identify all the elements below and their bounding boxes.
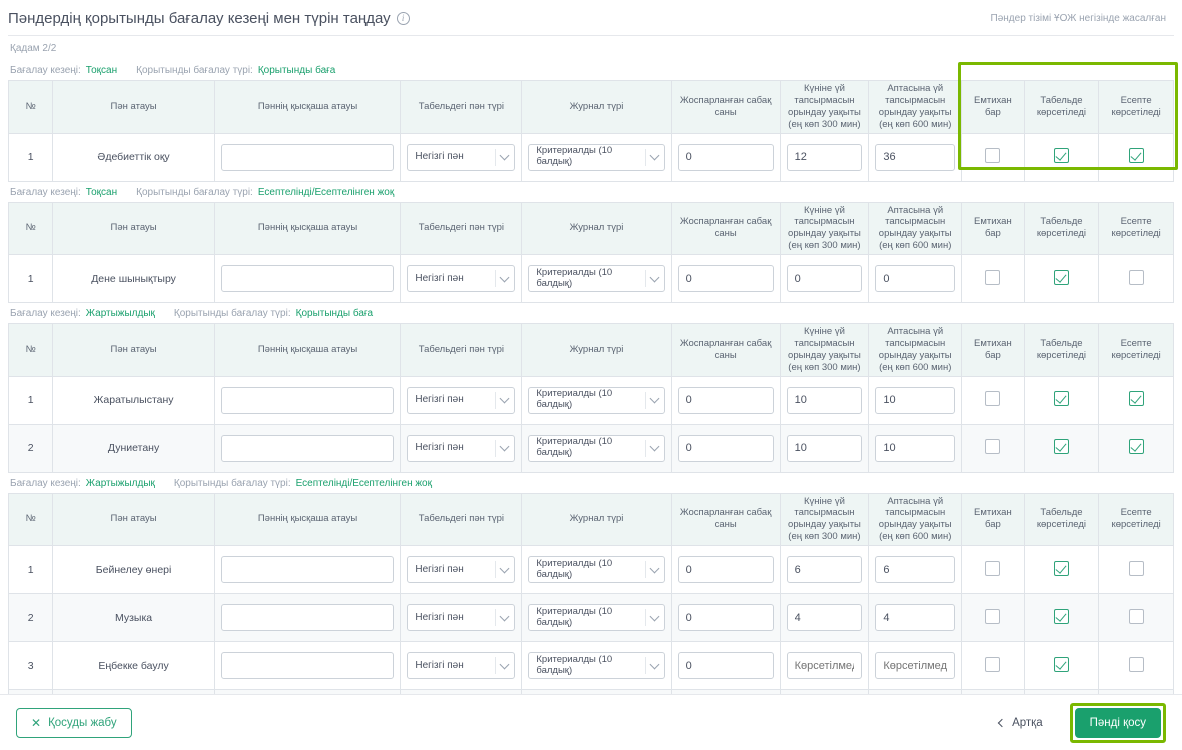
cell-exam	[962, 594, 1025, 642]
cell-shown-in-report	[1099, 546, 1174, 594]
cell-short-name	[214, 594, 401, 642]
cell-tab-type	[401, 255, 522, 303]
tab-type-select[interactable]	[407, 604, 515, 631]
col-header-shown-in-report: Есепте көрсетіледі	[1099, 324, 1174, 377]
weekly-homework-input[interactable]	[875, 604, 955, 631]
col-header-weekly-homework: Аптасына үй тапсырмасын орындау уақыты (ең көп 600 мин)	[869, 493, 962, 546]
group-final-type-label: Қорытынды бағалау түрі:	[173, 308, 291, 319]
shown-in-tab-checkbox[interactable]	[1054, 561, 1069, 576]
cell-row-number: 1	[9, 255, 53, 303]
page-title-text: Пәндердің қорытынды бағалау кезеңі мен түрін таңдау	[8, 10, 391, 27]
col-header-exam: Емтихан бар	[962, 324, 1025, 377]
col-header-shown-in-report: Есепте көрсетіледі	[1099, 81, 1174, 134]
shown-in-report-checkbox[interactable]	[1129, 391, 1144, 406]
col-header-subject: Пән атауы	[53, 202, 214, 255]
cell-tab-type	[401, 546, 522, 594]
col-header-journal-type: Журнал түрі	[522, 81, 671, 134]
cell-daily-homework	[780, 255, 869, 303]
chevron-down-icon	[649, 611, 659, 621]
cell-subject-name: Дуниетану	[53, 424, 214, 472]
daily-homework-input[interactable]	[787, 144, 863, 171]
cell-shown-in-tab	[1024, 255, 1099, 303]
add-subject-button[interactable]	[1075, 708, 1161, 738]
subject-table	[8, 80, 1174, 182]
group-heading	[0, 303, 1182, 323]
journal-type-select[interactable]	[528, 144, 664, 171]
journal-type-select[interactable]	[528, 652, 664, 679]
col-header-daily-homework: Күніне үй тапсырмасын орындау уақыты (ең көп 300 мин)	[780, 493, 869, 546]
col-header-exam: Емтихан бар	[962, 81, 1025, 134]
page-title	[8, 10, 410, 27]
tab-type-select-value: Негізгі пән	[415, 272, 464, 284]
cell-short-name	[214, 642, 401, 690]
cell-row-number: 1	[9, 376, 53, 424]
select-divider	[645, 149, 646, 166]
chevron-down-icon	[500, 442, 510, 452]
cell-subject-name: Музыка	[53, 594, 214, 642]
chevron-down-icon	[649, 659, 659, 669]
cell-daily-homework	[780, 376, 869, 424]
cell-daily-homework	[780, 594, 869, 642]
subject-table	[8, 202, 1174, 304]
table-header-row	[9, 81, 1174, 134]
exam-checkbox[interactable]	[985, 609, 1000, 624]
cell-journal-type	[522, 546, 671, 594]
cell-shown-in-tab	[1024, 546, 1099, 594]
shown-in-report-checkbox[interactable]	[1129, 561, 1144, 576]
footer-bar	[0, 694, 1182, 750]
planned-lessons-input[interactable]	[678, 387, 774, 414]
short-name-input[interactable]	[221, 604, 395, 631]
group-period-label: Бағалау кезеңі:	[10, 477, 81, 489]
cell-shown-in-report	[1099, 642, 1174, 690]
weekly-homework-input[interactable]	[875, 435, 955, 462]
col-header-planned-lessons: Жоспарланған сабақ саны	[671, 81, 780, 134]
short-name-input[interactable]	[221, 556, 395, 583]
col-header-shown-in-tab: Табельде көрсетіледі	[1024, 324, 1099, 377]
chevron-down-icon	[649, 442, 659, 452]
subject-table-wrapper	[0, 323, 1182, 473]
cell-shown-in-report	[1099, 255, 1174, 303]
col-header-weekly-homework: Аптасына үй тапсырмасын орындау уақыты (ең көп 600 мин)	[869, 81, 962, 134]
group-period-value: Жартыжылдық	[85, 477, 155, 489]
table-row	[9, 424, 1174, 472]
group-heading	[0, 473, 1182, 493]
cell-daily-homework	[780, 424, 869, 472]
col-header-journal-type: Журнал түрі	[522, 202, 671, 255]
col-header-short-name: Пәннің қысқаша атауы	[214, 493, 401, 546]
cell-exam	[962, 133, 1025, 181]
col-header-planned-lessons: Жоспарланған сабақ саны	[671, 202, 780, 255]
table-header-row	[9, 324, 1174, 377]
select-divider	[495, 440, 496, 457]
cell-shown-in-tab	[1024, 424, 1099, 472]
cell-shown-in-report	[1099, 424, 1174, 472]
cell-short-name	[214, 376, 401, 424]
col-header-planned-lessons: Жоспарланған сабақ саны	[671, 324, 780, 377]
cell-short-name	[214, 255, 401, 303]
col-header-tab-type: Табельдегі пән түрі	[401, 202, 522, 255]
back-label: Артқа	[1012, 716, 1043, 729]
shown-in-tab-checkbox[interactable]	[1054, 148, 1069, 163]
cell-exam	[962, 546, 1025, 594]
chevron-left-icon	[998, 718, 1006, 726]
group-final-type-value: Қорытынды баға	[257, 65, 336, 76]
select-divider	[645, 561, 646, 578]
shown-in-report-checkbox[interactable]	[1129, 609, 1144, 624]
select-divider	[645, 657, 646, 674]
shown-in-tab-checkbox[interactable]	[1054, 439, 1069, 454]
short-name-input[interactable]	[221, 435, 395, 462]
cell-daily-homework	[780, 133, 869, 181]
cell-planned-lessons	[671, 133, 780, 181]
journal-type-select-value: Критериалды (10 балдық)	[536, 653, 613, 676]
select-divider	[495, 270, 496, 287]
cell-daily-homework	[780, 642, 869, 690]
planned-lessons-input[interactable]	[678, 604, 774, 631]
group-period-value: Тоқсан	[85, 186, 118, 198]
add-subject-highlight	[1070, 703, 1166, 743]
add-subject-label: Пәнді қосу	[1089, 716, 1146, 729]
tab-type-select-value: Негізгі пән	[415, 659, 464, 671]
journal-type-select[interactable]	[528, 604, 664, 631]
col-header-subject: Пән атауы	[53, 81, 214, 134]
col-header-shown-in-report: Есепте көрсетіледі	[1099, 202, 1174, 255]
cell-journal-type	[522, 642, 671, 690]
cell-subject-name: Әдебиеттік оқу	[53, 133, 214, 181]
cell-short-name	[214, 546, 401, 594]
cell-journal-type	[522, 255, 671, 303]
planned-lessons-input[interactable]	[678, 435, 774, 462]
col-header-tab-type: Табельдегі пән түрі	[401, 493, 522, 546]
col-header-planned-lessons: Жоспарланған сабақ саны	[671, 493, 780, 546]
page-header	[0, 0, 1182, 35]
tab-type-select-value: Негізгі пән	[415, 442, 464, 454]
select-divider	[645, 609, 646, 626]
shown-in-tab-checkbox[interactable]	[1054, 270, 1069, 285]
cell-tab-type	[401, 594, 522, 642]
table-row	[9, 546, 1174, 594]
select-divider	[645, 270, 646, 287]
journal-type-select-value: Критериалды (10 балдық)	[536, 557, 613, 580]
cell-planned-lessons	[671, 424, 780, 472]
group-period-label: Бағалау кезеңі:	[10, 186, 81, 198]
cell-weekly-homework	[869, 546, 962, 594]
cell-planned-lessons	[671, 594, 780, 642]
cell-subject-name: Жаратылыстану	[53, 376, 214, 424]
cell-tab-type	[401, 376, 522, 424]
tab-type-select[interactable]	[407, 144, 515, 171]
cell-exam	[962, 255, 1025, 303]
cell-shown-in-tab	[1024, 594, 1099, 642]
tab-type-select-value: Негізгі пән	[415, 394, 464, 406]
cell-shown-in-tab	[1024, 642, 1099, 690]
weekly-homework-input[interactable]	[875, 265, 955, 292]
shown-in-tab-checkbox[interactable]	[1054, 657, 1069, 672]
tab-type-select-value: Негізгі пән	[415, 611, 464, 623]
exam-checkbox[interactable]	[985, 270, 1000, 285]
info-icon[interactable]: i	[397, 12, 410, 25]
weekly-homework-input[interactable]	[875, 387, 955, 414]
chevron-down-icon	[500, 563, 510, 573]
chevron-down-icon	[649, 151, 659, 161]
group-heading	[0, 182, 1182, 202]
planned-lessons-input[interactable]	[678, 556, 774, 583]
chevron-down-icon	[500, 611, 510, 621]
daily-homework-input[interactable]	[787, 435, 863, 462]
journal-type-select-value: Критериалды (10 балдық)	[536, 266, 613, 289]
back-button[interactable]	[984, 708, 1058, 738]
cell-shown-in-tab	[1024, 133, 1099, 181]
col-header-short-name: Пәннің қысқаша атауы	[214, 81, 401, 134]
cell-planned-lessons	[671, 376, 780, 424]
col-header-tab-type: Табельдегі пән түрі	[401, 81, 522, 134]
short-name-input[interactable]	[221, 265, 395, 292]
table-row	[9, 594, 1174, 642]
select-divider	[495, 392, 496, 409]
cell-journal-type	[522, 376, 671, 424]
select-divider	[495, 657, 496, 674]
chevron-down-icon	[649, 394, 659, 404]
close-addition-button[interactable]	[16, 708, 132, 738]
weekly-homework-input[interactable]	[875, 556, 955, 583]
daily-homework-input[interactable]	[787, 556, 863, 583]
journal-type-select[interactable]	[528, 387, 664, 414]
subject-table	[8, 323, 1174, 473]
subject-table-wrapper	[0, 202, 1182, 304]
cell-shown-in-tab	[1024, 376, 1099, 424]
planned-lessons-input[interactable]	[678, 144, 774, 171]
col-header-daily-homework: Күніне үй тапсырмасын орындау уақыты (ең көп 300 мин)	[780, 202, 869, 255]
chevron-down-icon	[649, 563, 659, 573]
exam-checkbox[interactable]	[985, 391, 1000, 406]
subject-groups	[0, 60, 1182, 738]
shown-in-report-checkbox[interactable]	[1129, 148, 1144, 163]
step-label: Қадам 2/2	[10, 43, 57, 54]
col-header-tab-type: Табельдегі пән түрі	[401, 324, 522, 377]
select-divider	[645, 440, 646, 457]
select-divider	[495, 149, 496, 166]
cell-journal-type	[522, 424, 671, 472]
col-header-num: №	[9, 81, 53, 134]
col-header-exam: Емтихан бар	[962, 493, 1025, 546]
chevron-down-icon	[500, 272, 510, 282]
col-header-short-name: Пәннің қысқаша атауы	[214, 202, 401, 255]
short-name-input[interactable]	[221, 387, 395, 414]
cell-row-number: 2	[9, 424, 53, 472]
select-divider	[495, 561, 496, 578]
group-period-label: Бағалау кезеңі:	[10, 65, 81, 76]
tab-type-select[interactable]	[407, 435, 515, 462]
exam-checkbox[interactable]	[985, 657, 1000, 672]
cell-planned-lessons	[671, 255, 780, 303]
cell-short-name	[214, 133, 401, 181]
cell-planned-lessons	[671, 546, 780, 594]
chevron-down-icon	[500, 659, 510, 669]
shown-in-report-checkbox[interactable]	[1129, 657, 1144, 672]
cell-tab-type	[401, 424, 522, 472]
short-name-input[interactable]	[221, 144, 395, 171]
footer-right-group	[984, 703, 1166, 743]
journal-type-select-value: Критериалды (10 балдық)	[536, 388, 613, 410]
cell-row-number: 3	[9, 642, 53, 690]
select-divider	[645, 392, 646, 409]
daily-homework-input[interactable]	[787, 652, 863, 679]
chevron-down-icon	[500, 151, 510, 161]
table-row	[9, 133, 1174, 181]
cell-shown-in-report	[1099, 376, 1174, 424]
daily-homework-input[interactable]	[787, 387, 863, 414]
close-addition-label: Қосуды жабу	[48, 716, 117, 729]
group-final-type-value: Есептелінді/Есептелінген жоқ	[257, 186, 395, 198]
shown-in-tab-checkbox[interactable]	[1054, 391, 1069, 406]
exam-checkbox[interactable]	[985, 148, 1000, 163]
col-header-shown-in-tab: Табельде көрсетіледі	[1024, 81, 1099, 134]
journal-type-select-value: Критериалды (10 балдық)	[536, 436, 613, 458]
tab-type-select[interactable]	[407, 387, 515, 414]
daily-homework-input[interactable]	[787, 604, 863, 631]
cell-planned-lessons	[671, 642, 780, 690]
cell-tab-type	[401, 133, 522, 181]
cell-row-number: 2	[9, 594, 53, 642]
col-header-exam: Емтихан бар	[962, 202, 1025, 255]
col-header-num: №	[9, 324, 53, 377]
cell-exam	[962, 376, 1025, 424]
cell-subject-name: Еңбекке баулу	[53, 642, 214, 690]
short-name-input[interactable]	[221, 652, 395, 679]
group-period-value: Жартыжылдық	[85, 308, 155, 319]
shown-in-report-checkbox[interactable]	[1129, 439, 1144, 454]
cell-weekly-homework	[869, 642, 962, 690]
tab-type-select-value: Негізгі пән	[415, 563, 464, 575]
cell-short-name	[214, 424, 401, 472]
tab-type-select[interactable]	[407, 265, 515, 292]
journal-type-select-value: Критериалды (10 балдық)	[536, 145, 613, 167]
cell-weekly-homework	[869, 133, 962, 181]
col-header-daily-homework: Күніне үй тапсырмасын орындау уақыты (ең көп 300 мин)	[780, 81, 869, 134]
journal-type-select[interactable]	[528, 265, 664, 292]
cell-daily-homework	[780, 546, 869, 594]
journal-type-select-value: Критериалды (10 балдық)	[536, 605, 613, 628]
group-final-type-label: Қорытынды бағалау түрі:	[136, 65, 253, 76]
cell-shown-in-report	[1099, 133, 1174, 181]
table-row	[9, 376, 1174, 424]
chevron-down-icon	[649, 272, 659, 282]
close-x-icon: ✕	[31, 715, 42, 730]
cell-exam	[962, 424, 1025, 472]
cell-row-number: 1	[9, 546, 53, 594]
cell-weekly-homework	[869, 594, 962, 642]
table-row	[9, 255, 1174, 303]
journal-type-select[interactable]	[528, 435, 664, 462]
header-note: Пәндер тізімі ҰОЖ негізінде жасалған	[990, 13, 1166, 24]
col-header-weekly-homework: Аптасына үй тапсырмасын орындау уақыты (ең көп 600 мин)	[869, 202, 962, 255]
cell-journal-type	[522, 133, 671, 181]
planned-lessons-input[interactable]	[678, 652, 774, 679]
group-final-type-label: Қорытынды бағалау түрі:	[173, 477, 291, 489]
group-heading	[0, 60, 1182, 80]
cell-shown-in-report	[1099, 594, 1174, 642]
col-header-shown-in-tab: Табельде көрсетіледі	[1024, 202, 1099, 255]
exam-checkbox[interactable]	[985, 439, 1000, 454]
exam-checkbox[interactable]	[985, 561, 1000, 576]
col-header-short-name: Пәннің қысқаша атауы	[214, 324, 401, 377]
weekly-homework-input[interactable]	[875, 144, 955, 171]
group-final-type-value: Есептелінді/Есептелінген жоқ	[295, 477, 432, 489]
col-header-num: №	[9, 493, 53, 546]
cell-weekly-homework	[869, 255, 962, 303]
planned-lessons-input[interactable]	[678, 265, 774, 292]
col-header-shown-in-report: Есепте көрсетіледі	[1099, 493, 1174, 546]
cell-row-number: 1	[9, 133, 53, 181]
weekly-homework-input[interactable]	[875, 652, 955, 679]
col-header-shown-in-tab: Табельде көрсетіледі	[1024, 493, 1099, 546]
cell-journal-type	[522, 594, 671, 642]
table-header-row	[9, 493, 1174, 546]
col-header-journal-type: Журнал түрі	[522, 324, 671, 377]
journal-type-select[interactable]	[528, 556, 664, 583]
cell-subject-name: Дене шынықтыру	[53, 255, 214, 303]
cell-exam	[962, 642, 1025, 690]
table-row	[9, 642, 1174, 690]
shown-in-report-checkbox[interactable]	[1129, 270, 1144, 285]
subject-table-wrapper	[0, 80, 1182, 182]
col-header-num: №	[9, 202, 53, 255]
tab-type-select-value: Негізгі пән	[415, 151, 464, 163]
table-header-row	[9, 202, 1174, 255]
group-final-type-value: Қорытынды баға	[295, 308, 374, 319]
group-final-type-label: Қорытынды бағалау түрі:	[136, 186, 253, 198]
col-header-daily-homework: Күніне үй тапсырмасын орындау уақыты (ең көп 300 мин)	[780, 324, 869, 377]
shown-in-tab-checkbox[interactable]	[1054, 609, 1069, 624]
chevron-down-icon	[500, 394, 510, 404]
cell-weekly-homework	[869, 424, 962, 472]
col-header-subject: Пән атауы	[53, 493, 214, 546]
tab-type-select[interactable]	[407, 556, 515, 583]
col-header-journal-type: Журнал түрі	[522, 493, 671, 546]
col-header-weekly-homework: Аптасына үй тапсырмасын орындау уақыты (ең көп 600 мин)	[869, 324, 962, 377]
daily-homework-input[interactable]	[787, 265, 863, 292]
tab-type-select[interactable]	[407, 652, 515, 679]
select-divider	[495, 609, 496, 626]
group-period-value: Тоқсан	[85, 65, 118, 76]
cell-weekly-homework	[869, 376, 962, 424]
cell-tab-type	[401, 642, 522, 690]
cell-subject-name: Бейнелеу өнері	[53, 546, 214, 594]
col-header-subject: Пән атауы	[53, 324, 214, 377]
group-period-label: Бағалау кезеңі:	[10, 308, 81, 319]
